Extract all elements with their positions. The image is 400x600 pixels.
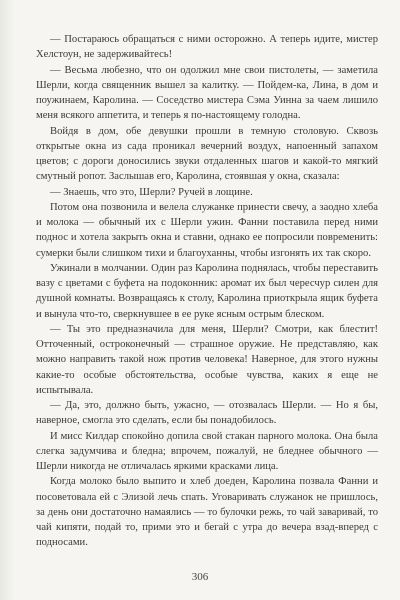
paragraph: — Да, это, должно быть, ужасно, — отозвалась Шерли. — Но я бы, наверное, смогла это сделать, если бы понадобилось. [36,400,378,427]
paragraph: — Весьма любезно, что он одолжил мне свои пистолеты, — заметила Шерли, когда священник вышел за калитку. — Пойдем-ка, Лина, в дом и поужинаем, Каролина. — Соседство мистера Сэма Уинна за чаем лишило меня всякого аппетита, и теперь я по-настоящему голодна. [36,64,378,122]
paragraph: Войдя в дом, обе девушки прошли в темную столовую. Сквозь открытые окна из сада проникал вечерний воздух, напоенный запахом цветов; с дороги доносились звуки отдаленных шагов и какой-то мягкий смутный ропот. Заслышав его, Каролина, стоявшая у окна, сказала: [36,125,378,183]
paragraph: Когда молоко было выпито и хлеб доеден, Каролина позвала Фанни и посоветовала ей с Элизой лечь спать. Уговаривать служанок не пришлось, за день они достаточно намаялись — то булочки режь, то чай заваривай, то чай кипяти, подай то, прими это и бегай с утра до вечера взад-вперед с подносами. [36,476,378,549]
page-text [36,32,378,551]
paragraph: Потом она позвонила и велела служанке принести свечу, а заодно хлеба и молока — обычный их с Шерли ужин. Фанни поставила перед ними поднос и хотела закрыть окна и ставни, однако ее попросили повременить: сумерки были слишком тихи и благоуханны, чтобы изгонять их так скоро. [36,201,378,259]
paragraph: — Знаешь, что это, Шерли? Ручей в лощине. [50,186,253,198]
paragraph: — Постараюсь обращаться с ними осторожно. А теперь идите, мистер Хелстоун, не задерживайтесь! [36,34,378,61]
paragraph: И мисс Килдар спокойно допила свой стакан парного молока. Она была слегка задумчива и бледна; впрочем, пожалуй, не бледнее обычного — Шерли никогда не отличалась яркими красками лица. [36,430,378,472]
paragraph: Ужинали в молчании. Один раз Каролина поднялась, чтобы переставить вазу с цветами с буфета на подоконник: аромат их был чересчур силен для душной комнаты. Возвращаясь к столу, Каролина приоткрыла ящик буфета и вынула что-то, сверкнувшее в ее руке ясным острым блеском. [36,262,378,320]
paragraph: — Ты это предназначила для меня, Шерли? Смотри, как блестит! Отточенный, остроконечный — страшное оружие. Не представляю, как можно направить такой нож против человека! Наверное, для этого нужны какие-то особые обстоятельства, особые чувства, каких я еще не испытывала. [36,323,378,396]
page-number: 306 [191,571,209,583]
